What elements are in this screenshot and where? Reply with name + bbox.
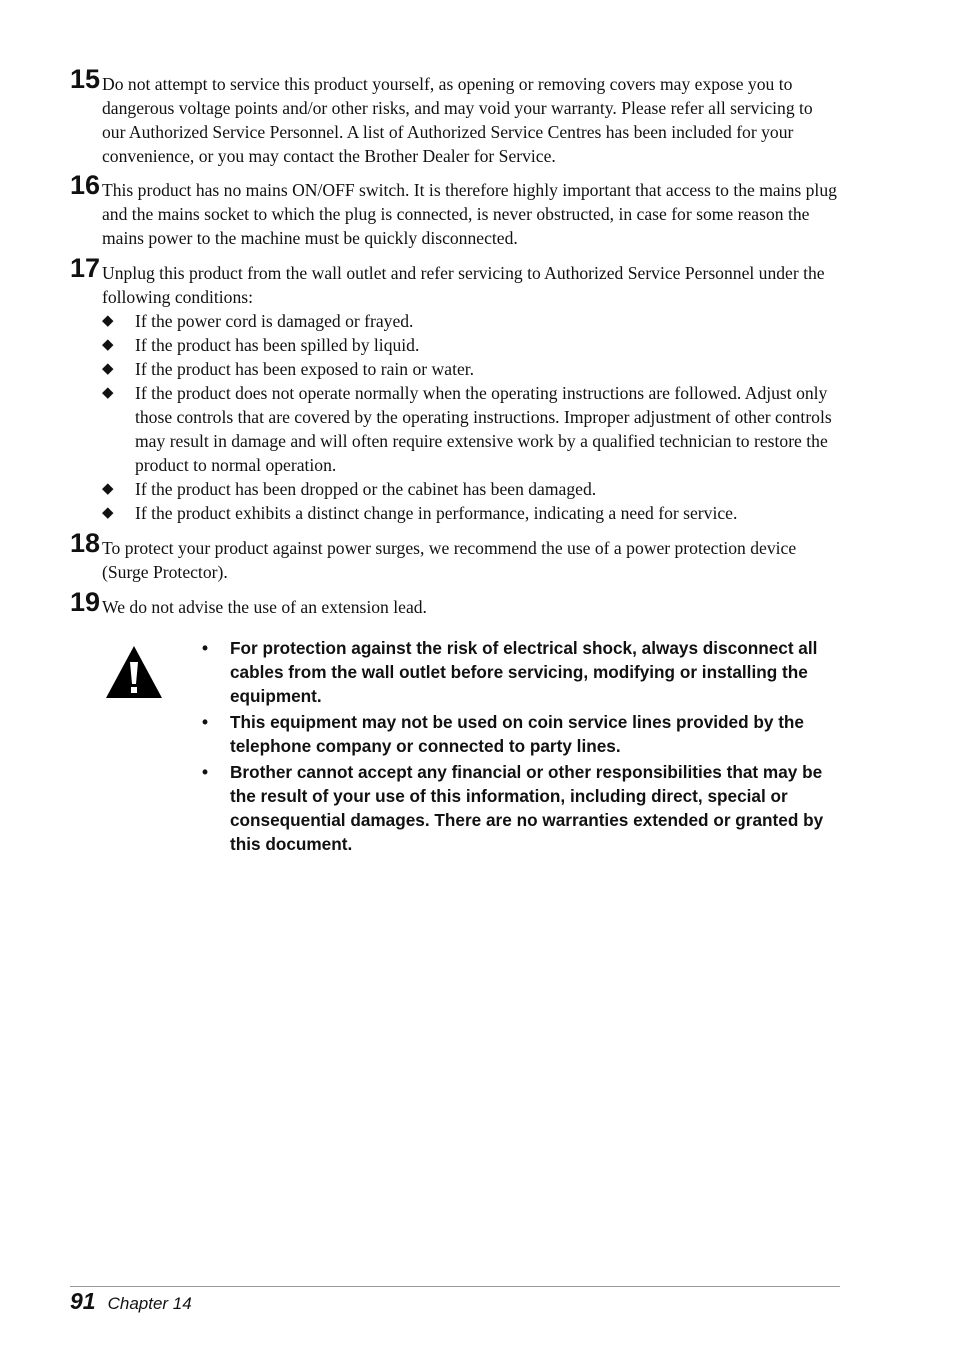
item-number: 16 (70, 170, 101, 200)
conditions-list (102, 309, 840, 525)
list-item: ◆ If the product has been spilled by liquid. (102, 335, 420, 355)
item-text: Do not attempt to service this product yourself, as opening or removing covers may expose you to dangerous voltage points and/or other risks, and may void your warranty. Please refer all servicing to our Authorized Service Personnel. A list of Authorized Service Centres has been included for your convenience, or you may contact the Brother Dealer for Service. (102, 74, 813, 166)
chapter-label: Chapter 14 (107, 1294, 192, 1313)
list-item: ◆ If the product has been exposed to rain or water. (102, 359, 475, 379)
diamond-bullet-icon: ◆ (102, 385, 114, 401)
warning-item: • For protection against the risk of electrical shock, always disconnect all cables from the wall outlet before servicing, modifying or installing the equipment. (202, 638, 818, 706)
list-item: ◆ If the product has been dropped or the cabinet has been damaged. (102, 479, 597, 499)
list-item: ◆ If the product exhibits a distinct change in performance, indicating a need for service. (102, 503, 738, 523)
warning-item: • This equipment may not be used on coin service lines provided by the telephone company or connected to party lines. (202, 712, 804, 756)
item-18 (70, 528, 840, 584)
diamond-bullet-icon: ◆ (102, 481, 114, 497)
diamond-bullet-icon: ◆ (102, 361, 114, 377)
warning-item: • Brother cannot accept any financial or other responsibilities that may be the result of your use of this information, including direct, special or consequential damages. There are no warranties extended or granted by this document. (202, 762, 824, 854)
item-number: 19 (70, 587, 101, 617)
item-19 (70, 587, 840, 619)
item-15 (70, 64, 840, 168)
item-number: 15 (70, 64, 101, 94)
item-16 (70, 170, 840, 250)
list-item: ◆ If the product does not operate normally when the operating instructions are followed. Adjust only those controls that are covered by the operating instructions. Improper adjustment of other controls may result in damage and will often require extensive work by a qualified technician to restore the product to normal operation. (102, 383, 832, 475)
page-footer (70, 1288, 192, 1315)
bullet-dot-icon: • (202, 712, 209, 732)
item-text: To protect your product against power surges, we recommend the use of a power protection device (Surge Protector). (102, 538, 797, 582)
bullet-dot-icon: • (202, 638, 209, 658)
list-item: ◆ If the power cord is damaged or frayed. (102, 311, 414, 331)
warning-list (202, 636, 842, 858)
bullet-dot-icon: • (202, 762, 209, 782)
item-text: We do not advise the use of an extension lead. (102, 597, 427, 617)
warning-triangle-icon (104, 644, 164, 700)
item-number: 17 (70, 253, 101, 283)
footer-divider (70, 1286, 840, 1287)
item-17 (70, 253, 840, 525)
diamond-bullet-icon: ◆ (102, 313, 114, 329)
item-number: 18 (70, 528, 101, 558)
item-text: Unplug this product from the wall outlet and refer servicing to Authorized Service Personnel under the following conditions: (102, 263, 825, 307)
diamond-bullet-icon: ◆ (102, 505, 114, 521)
page-number: 91 (70, 1288, 96, 1314)
diamond-bullet-icon: ◆ (102, 337, 114, 353)
item-text: This product has no mains ON/OFF switch. It is therefore highly important that access to the mains plug and the mains socket to which the plug is connected, is never obstructed, in case for some reason the mains power to the machine must be quickly disconnected. (102, 180, 837, 248)
